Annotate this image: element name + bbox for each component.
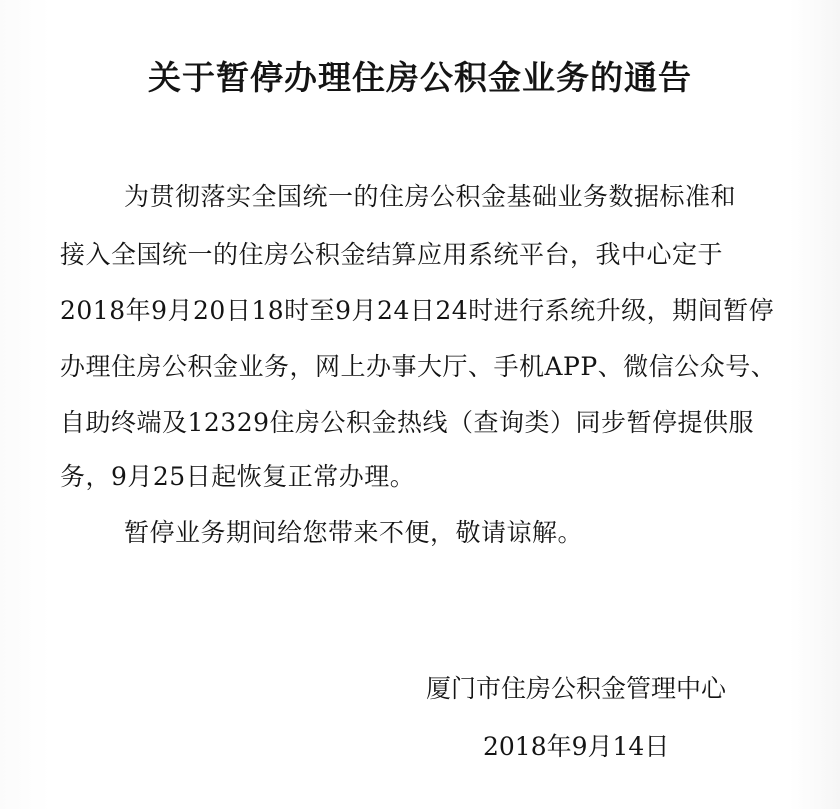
paragraph-1-line-5: 自助终端及12329住房公积金热线（查询类）同步暂停提供服 xyxy=(60,408,755,437)
paragraph-1-line-2: 接入全国统一的住房公积金结算应用系统平台，我中心定于 xyxy=(60,240,724,269)
paragraph-1-line-1: 为贯彻落实全国统一的住房公积金基础业务数据标准和 xyxy=(124,182,737,211)
notice-title: 关于暂停办理住房公积金业务的通告 xyxy=(148,58,692,97)
paragraph-1-line-4: 办理住房公积金业务，网上办事大厅、手机APP、微信公众号、 xyxy=(60,352,777,381)
paragraph-1-line-3: 2018年9月20日18时至9月24日24时进行系统升级，期间暂停 xyxy=(60,296,775,325)
paragraph-2-line-1: 暂停业务期间给您带来不便，敬请谅解。 xyxy=(124,518,584,547)
paragraph-1-line-6: 务，9月25日起恢复正常办理。 xyxy=(60,462,416,491)
issue-date: 2018年9月14日 xyxy=(483,732,670,761)
issuing-organization: 厦门市住房公积金管理中心 xyxy=(426,674,727,703)
